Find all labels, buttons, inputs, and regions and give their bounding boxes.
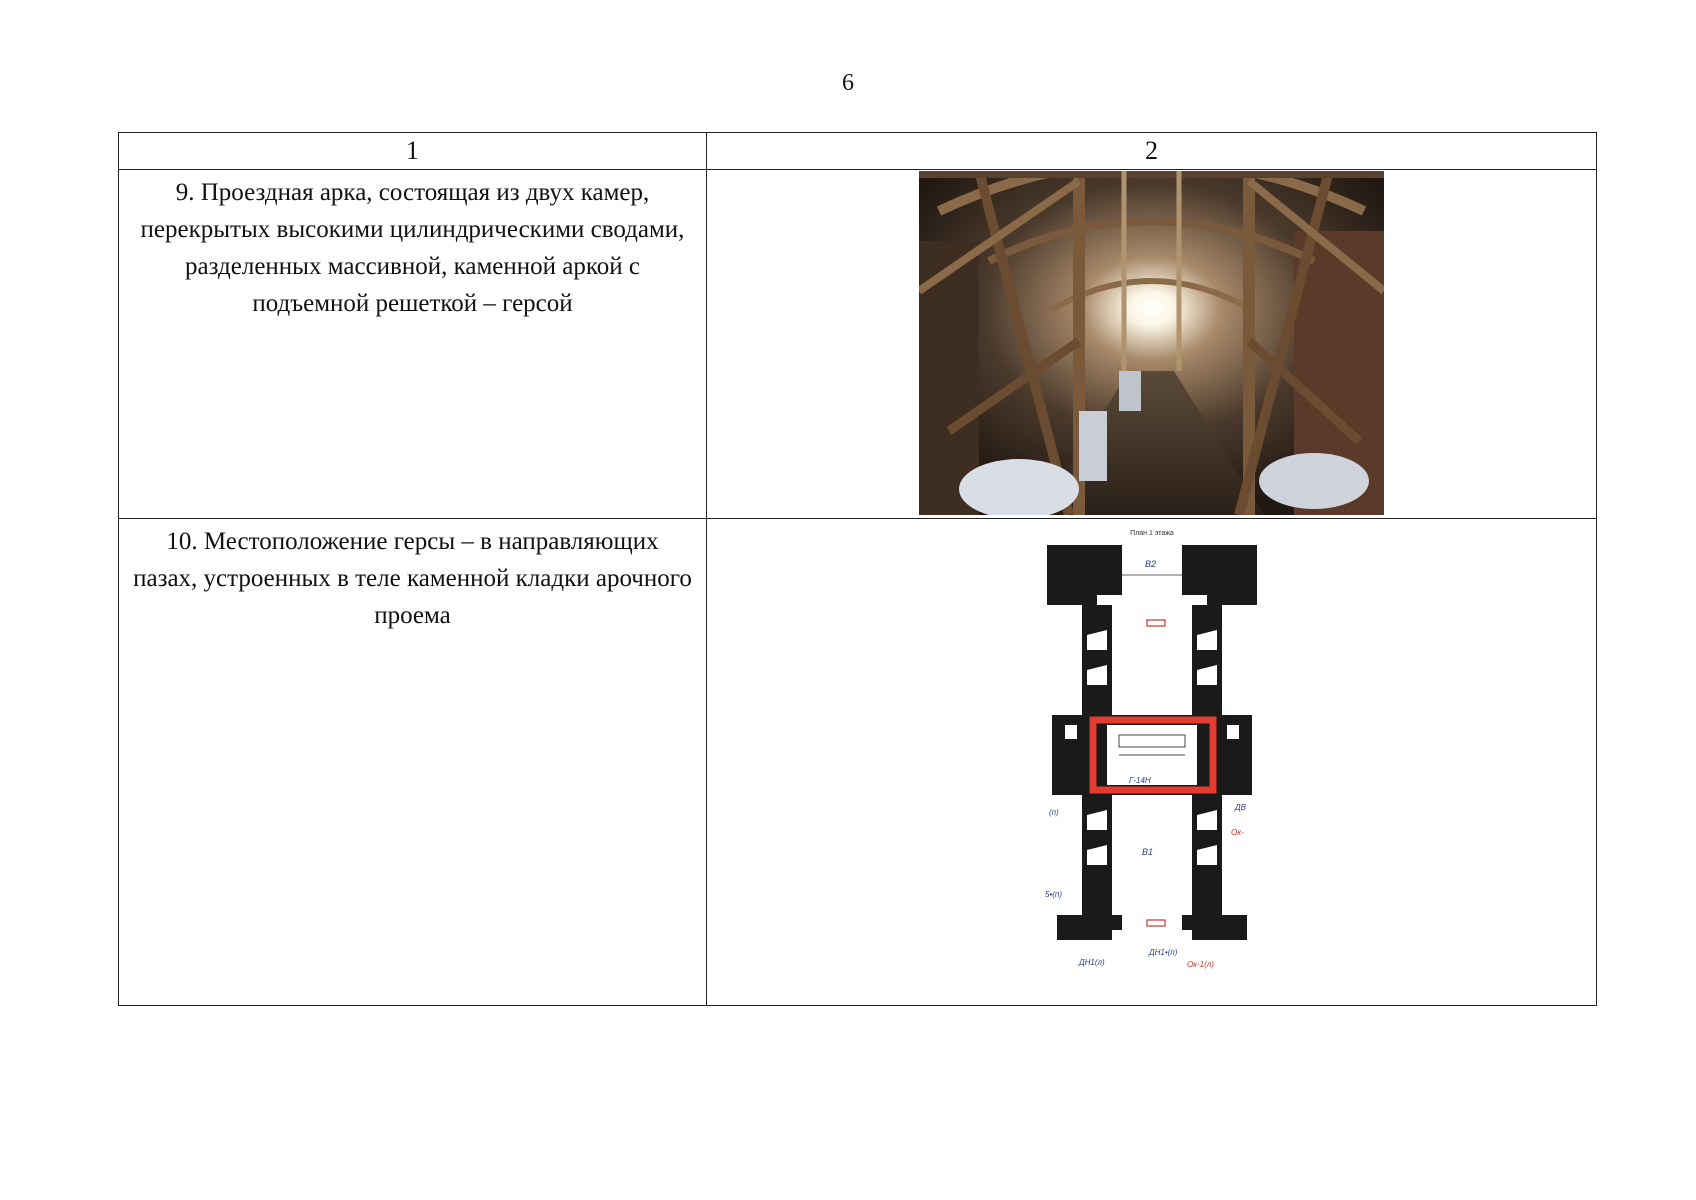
- image-cell: [707, 519, 1597, 1006]
- page-number: 6: [842, 70, 854, 96]
- document-table: [118, 132, 1597, 1006]
- plan-label-s5: 5•(п): [1044, 890, 1062, 899]
- item-description: 10. Местоположение герсы – в направляющих пазах, устроенных в теле каменной кладки арочного проема: [133, 528, 692, 629]
- description-cell: [119, 519, 707, 1006]
- plan-label-dn1l: ДН1(л): [1078, 958, 1105, 967]
- column-header-1: 1: [119, 133, 707, 170]
- table-header-row: [119, 133, 1597, 170]
- plan-label-n: (п): [1048, 808, 1059, 817]
- plan-label-dv: ДВ: [1234, 803, 1246, 812]
- plan-label-dn1p: ДН1•(п): [1148, 948, 1177, 957]
- plan-label-center: Г-14Н: [1128, 776, 1151, 785]
- arch-interior-photo: [919, 171, 1384, 515]
- image-cell: [707, 170, 1597, 519]
- plan-label-ok-right: Ок-: [1230, 828, 1244, 837]
- item-description: 9. Проездная арка, состоящая из двух камер, перекрытых высокими цилиндрическими сводами, разделенных массивной, каменной аркой с подъемной решеткой – герсой: [140, 179, 685, 317]
- plan-label-b1: В1: [1141, 847, 1153, 857]
- table-row: [119, 170, 1597, 519]
- description-cell: [119, 170, 707, 519]
- plan-title: План 1 этажа: [1129, 530, 1174, 537]
- plan-label-ok: Ок-1(л): [1186, 960, 1214, 969]
- column-header-2: 2: [707, 133, 1597, 170]
- plan-label-b2: В2: [1144, 559, 1156, 569]
- table-row: [119, 519, 1597, 1006]
- floor-plan-drawing: [1027, 525, 1277, 1005]
